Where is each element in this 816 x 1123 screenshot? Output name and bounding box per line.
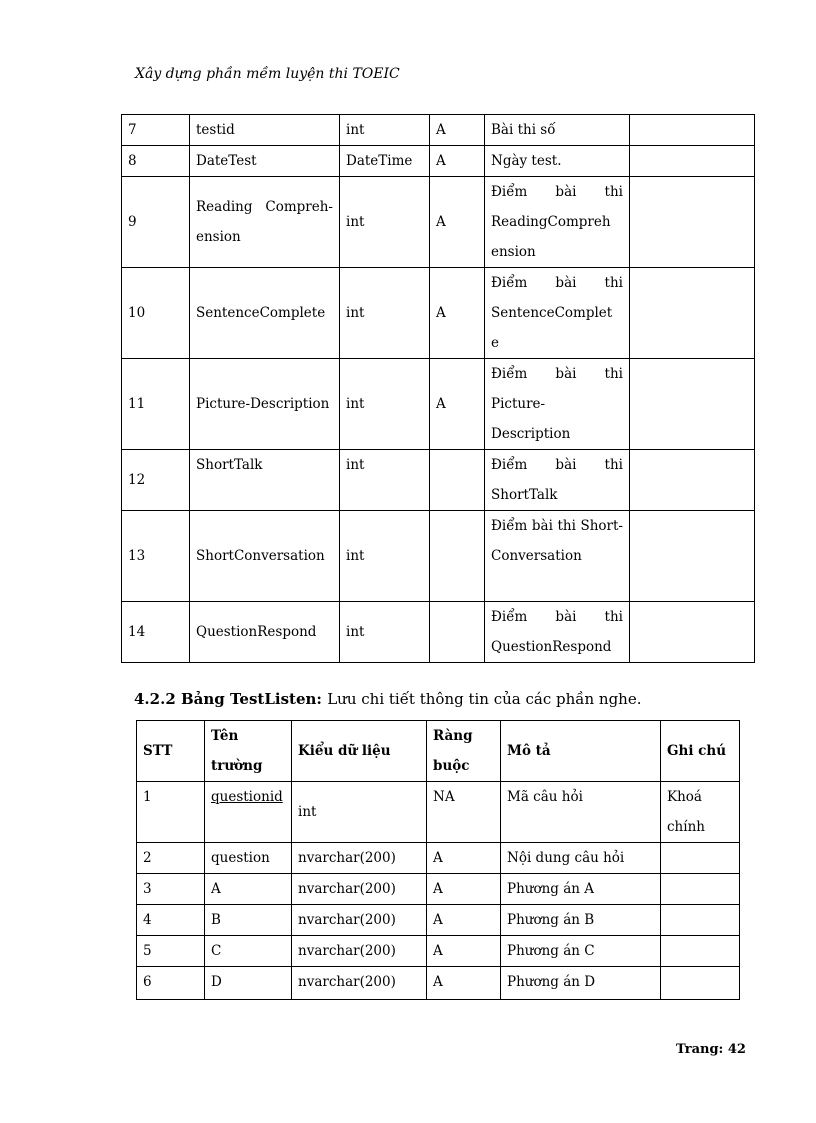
field-name: DateTest [190,146,340,177]
table-header-row [137,721,740,782]
note: Khoá chính [661,782,740,843]
table-row [122,115,755,146]
row-number: 8 [122,146,190,177]
field-name: SentenceComplete [190,268,340,359]
note [661,905,740,936]
column-header: Ghi chú [661,721,740,782]
data-type: DateTime [340,146,430,177]
testlisten-table [136,720,740,1000]
table-row [122,268,755,359]
note [630,177,755,268]
column-header: Ràng buộc [427,721,501,782]
row-number: 5 [137,936,205,967]
row-number: 9 [122,177,190,268]
constraint: A [430,115,485,146]
row-number: 10 [122,268,190,359]
description: Nội dung câu hỏi [501,843,661,874]
field-name: A [205,874,292,905]
data-type: nvarchar(200) [292,905,427,936]
page-header: Xây dựng phần mềm luyện thi TOEIC [135,66,400,82]
field-name: question [205,843,292,874]
data-type: nvarchar(200) [292,874,427,905]
table-row [137,936,740,967]
data-type: nvarchar(200) [292,967,427,1000]
field-name: questionid [205,782,292,843]
note [630,268,755,359]
data-type: int [340,268,430,359]
table-row [122,177,755,268]
constraint [430,450,485,511]
constraint: A [430,359,485,450]
column-header: Tên trường [205,721,292,782]
description: Phương án C [501,936,661,967]
table-row [137,905,740,936]
description: Điểm bài thi ReadingCompreh ension [485,177,630,268]
note [630,146,755,177]
note [661,874,740,905]
data-type: int [292,782,427,843]
constraint: A [427,843,501,874]
fields-table-continued [121,114,755,663]
table-row [122,450,755,511]
table-row [137,967,740,1000]
description: Điểm bài thi SentenceComplet e [485,268,630,359]
constraint: A [427,874,501,905]
table-row [122,146,755,177]
description: Điểm bài thi ShortTalk [485,450,630,511]
data-type: int [340,602,430,663]
column-header: Mô tả [501,721,661,782]
section-title: 4.2.2 Bảng TestListen: [134,690,322,708]
column-header: STT [137,721,205,782]
field-name: QuestionRespond [190,602,340,663]
description: Phương án B [501,905,661,936]
field-name: Picture-Description [190,359,340,450]
row-number: 7 [122,115,190,146]
data-type: int [340,177,430,268]
row-number: 14 [122,602,190,663]
column-header: Kiểu dữ liệu [292,721,427,782]
data-type: int [340,450,430,511]
note [630,450,755,511]
section-subtitle: Lưu chi tiết thông tin của các phần nghe. [327,690,642,708]
table-row [137,843,740,874]
description: Mã câu hỏi [501,782,661,843]
field-name: D [205,967,292,1000]
table-row [137,782,740,843]
note [630,359,755,450]
description: Điểm bài thi Picture-Description [485,359,630,450]
field-name: Reading Compreh-ension [190,177,340,268]
constraint: A [430,268,485,359]
field-name: C [205,936,292,967]
field-name: ShortTalk [190,450,340,511]
row-number: 6 [137,967,205,1000]
row-number: 3 [137,874,205,905]
note [630,511,755,602]
row-number: 4 [137,905,205,936]
section-heading [134,690,641,708]
table-row [122,359,755,450]
constraint: A [427,967,501,1000]
constraint [430,511,485,602]
description: Điểm bài thi QuestionRespond [485,602,630,663]
table-row [137,874,740,905]
field-name: testid [190,115,340,146]
constraint: A [427,936,501,967]
field-name: B [205,905,292,936]
table-row [122,602,755,663]
data-type: nvarchar(200) [292,936,427,967]
constraint: A [430,177,485,268]
table-row [122,511,755,602]
description: Phương án D [501,967,661,1000]
description: Phương án A [501,874,661,905]
data-type: int [340,359,430,450]
row-number: 2 [137,843,205,874]
description: Điểm bài thi Short-Conversation [485,511,630,602]
row-number: 12 [122,450,190,511]
page-number: Trang: 42 [676,1042,746,1057]
row-number: 1 [137,782,205,843]
description: Ngày test. [485,146,630,177]
constraint [430,602,485,663]
description: Bài thi số [485,115,630,146]
data-type: int [340,511,430,602]
row-number: 11 [122,359,190,450]
field-name: ShortConversation [190,511,340,602]
note [630,115,755,146]
constraint: NA [427,782,501,843]
note [661,967,740,1000]
data-type: nvarchar(200) [292,843,427,874]
note [661,843,740,874]
data-type: int [340,115,430,146]
note [661,936,740,967]
row-number: 13 [122,511,190,602]
note [630,602,755,663]
constraint: A [430,146,485,177]
constraint: A [427,905,501,936]
